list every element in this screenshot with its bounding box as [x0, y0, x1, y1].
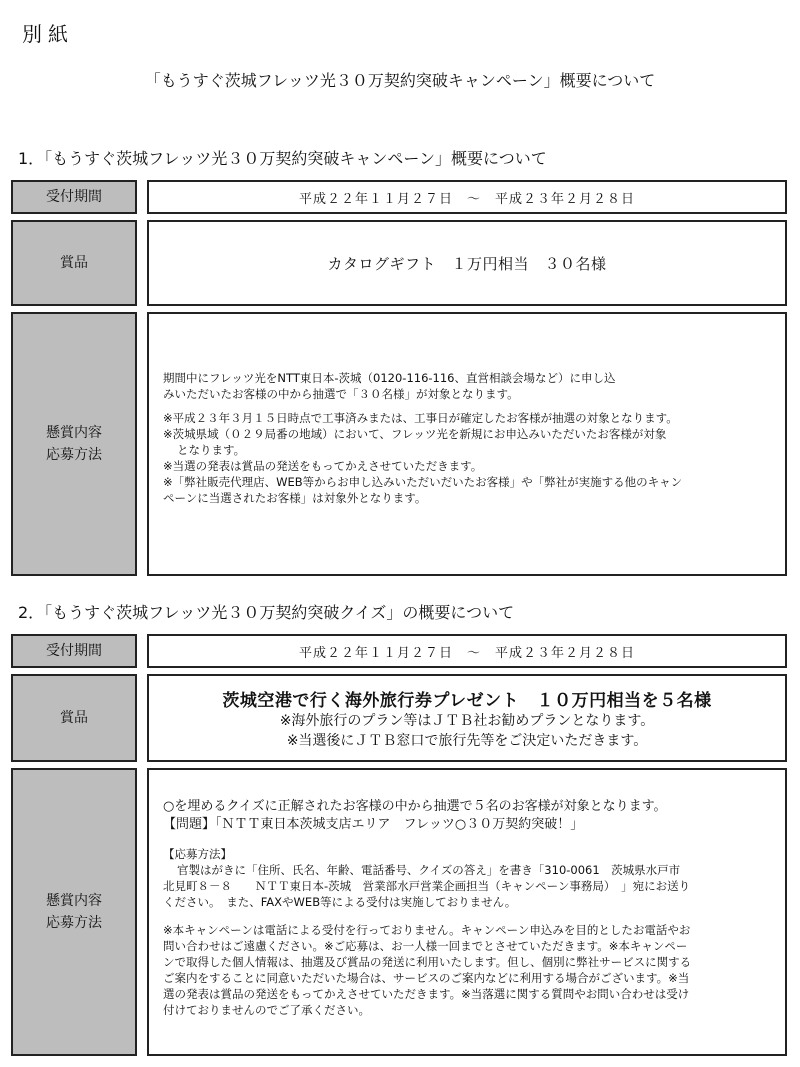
method-heading: 【応募方法】 [163, 847, 232, 861]
text-line: ※茨城県域（０２９局番の地域）において、フレッツ光を新規にお申込みいただいたお客様が対象 [163, 427, 667, 441]
section2-prize-note2: ※当選後にＪＴＢ窓口で旅行先等をご決定いただきます。 [286, 732, 648, 749]
section2-prize-main: 茨城空港で行く海外旅行券プレゼント １０万円相当を５名様 [222, 690, 712, 711]
section2-prize-label: 賞品 [11, 674, 137, 762]
section1-prize-label: 賞品 [11, 220, 137, 306]
text-line: ※平成２３年３月１５日時点で工事済みまたは、工事日が確定したお客様が抽選の対象となります。 [163, 411, 678, 425]
section2-method-content [147, 768, 787, 1056]
section1-period-value: 平成２２年１１月２７日 ～ 平成２３年２月２８日 [147, 180, 787, 214]
quiz-question: 【問題】「ＮＴＴ東日本茨城支店エリア フレッツ○３０万契約突破！」 [163, 817, 584, 832]
section1-method-label [11, 312, 137, 576]
text-line: ペーンに当選されたお客様」は対象外となります。 [163, 491, 427, 505]
text-line: みいただいたお客様の中から抽選で「３０名様」が対象となります。 [163, 387, 519, 401]
text-line: ご案内をすることに同意いただいた場合は、サービスのご案内などに利用する場合がございます。※当 [163, 971, 690, 985]
section2-prize-note1: ※海外旅行のプラン等はＪＴＢ社お勧めプランとなります。 [279, 712, 655, 729]
attachment-label: 別紙 [22, 22, 74, 46]
text-line: ※「弊社販売代理店、WEB等からお申し込みいただいだいたお客様」や「弊社が実施する他のキャン [163, 475, 683, 489]
text-line: 問い合わせはご遠慮ください。※ご応募は、お一人様一回までとさせていただきます。※本キャンペー [163, 939, 688, 953]
document-title: 「もうすぐ茨城フレッツ光３０万契約突破キャンペーン」概要について [144, 71, 656, 90]
text-line: ※当選の発表は賞品の発送をもってかえさせていただきます。 [163, 459, 483, 473]
text-line: ンで取得した個人情報は、抽選及び賞品の発送に利用いたします。但し、個別に弊社サービスに関する [163, 955, 692, 969]
section1-method-content [147, 312, 787, 576]
section2-period-value: 平成２２年１１月２７日 ～ 平成２３年２月２８日 [147, 634, 787, 668]
text-line: 北見町８－８ ＮＴＴ東日本-茨城 営業部水戸営業企画担当（キャンペーン事務局） 」宛にお送り [163, 879, 691, 893]
method-label-line2: 応募方法 [46, 447, 102, 463]
text-line: 付けておりませんのでご了承ください。 [163, 1003, 370, 1017]
method-label-line1: 懸賞内容 [46, 893, 102, 909]
method-label-line1: 懸賞内容 [46, 425, 102, 441]
method-label-line2: 応募方法 [46, 915, 102, 931]
section1-period-label: 受付期間 [11, 180, 137, 214]
section2-method-label [11, 768, 137, 1056]
text-line: 選の発表は賞品の発送をもってかえさせていただきます。※当落選に関する質問やお問い合わせは受け [163, 987, 690, 1001]
text-line: 期間中にフレッツ光をNTT東日本-茨城（0120-116-116、直営相談会場など）に申し込 [163, 371, 616, 385]
section2-prize-content [147, 674, 787, 762]
text-line: 官製はがきに「住所、氏名、年齢、電話番号、クイズの答え」を書き「310-0061 茨城県水戸市 [177, 863, 681, 877]
section1-prize-value: カタログギフト １万円相当 ３０名様 [147, 220, 787, 306]
section1-heading: 1．「もうすぐ茨城フレッツ光３０万契約突破キャンペーン」概要について [18, 149, 547, 168]
text-line: ※本キャンペーンは電話による受付を行っておりません。キャンペーン申込みを目的としたお電話やお [163, 923, 691, 937]
text-line: となります。 [177, 443, 246, 457]
section2-period-label: 受付期間 [11, 634, 137, 668]
section2-heading: 2．「もうすぐ茨城フレッツ光３０万契約突破クイズ」の概要について [18, 603, 515, 622]
quiz-intro: ○を埋めるクイズに正解されたお客様の中から抽選で５名のお客様が対象となります。 [163, 799, 667, 814]
text-line: ください。 また、FAXやWEB等による受付は実施しておりません。 [163, 895, 517, 909]
